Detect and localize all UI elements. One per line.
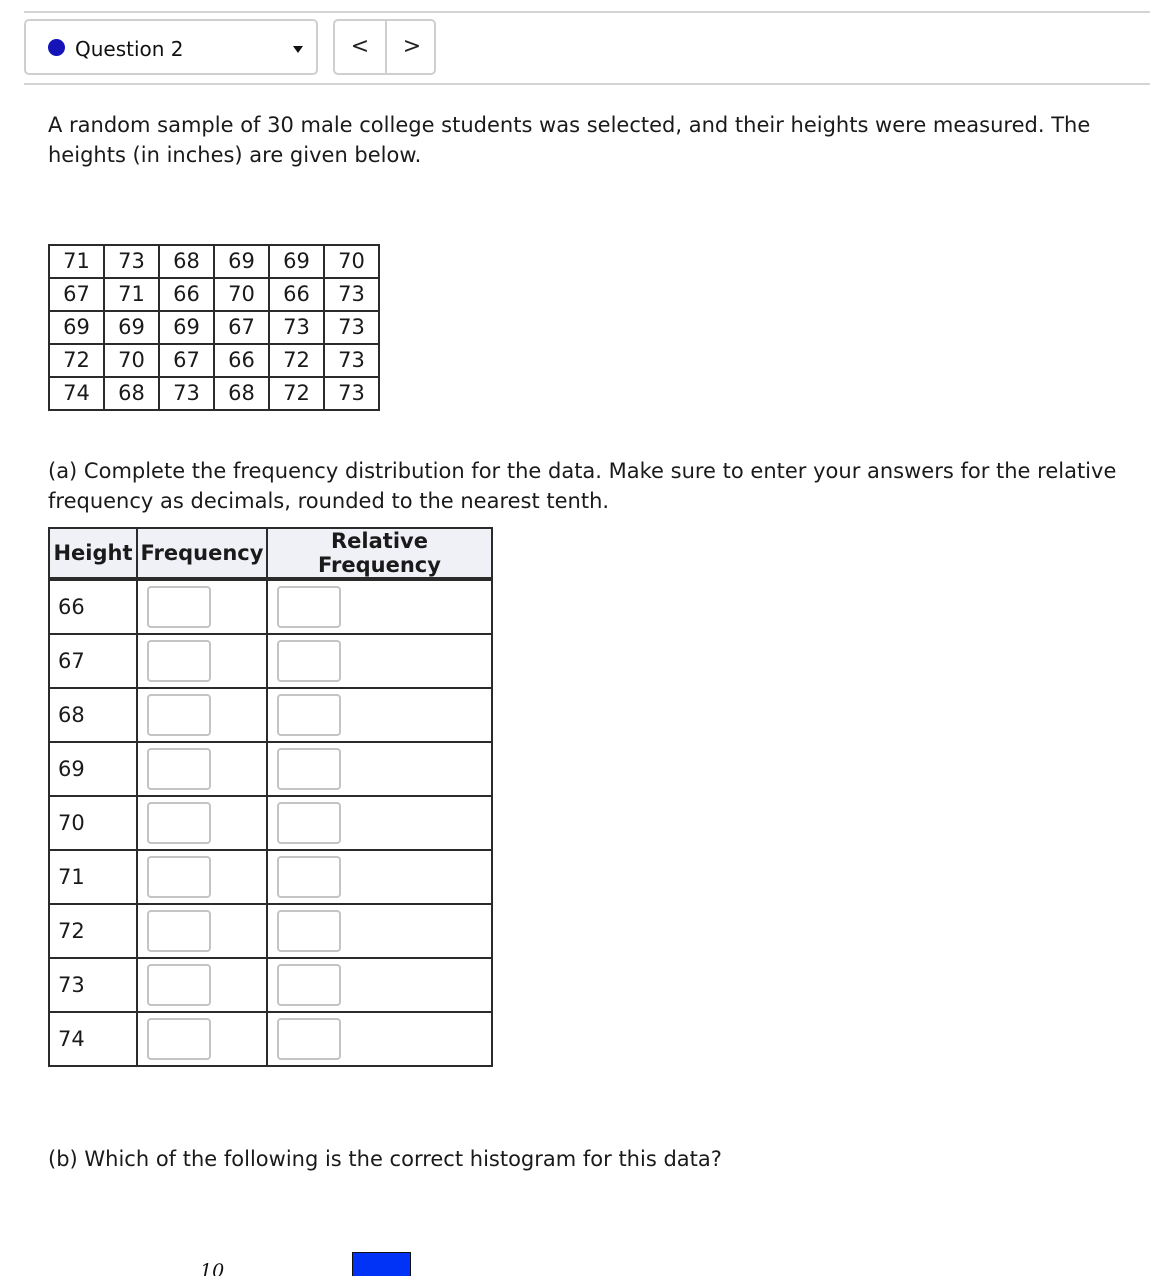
relative-frequency-column-header: Relative Frequency	[267, 528, 492, 579]
frequency-cell	[137, 850, 267, 904]
data-cell: 73	[104, 245, 159, 278]
data-cell: 73	[269, 311, 324, 344]
frequency-cell	[137, 742, 267, 796]
frequency-input[interactable]	[147, 802, 211, 844]
data-row	[49, 311, 379, 344]
relative-frequency-cell	[267, 958, 492, 1012]
relative-frequency-cell	[267, 904, 492, 958]
table-row	[49, 742, 492, 796]
data-cell: 73	[324, 311, 379, 344]
frequency-input[interactable]	[147, 640, 211, 682]
data-cell: 71	[104, 278, 159, 311]
relative-frequency-input[interactable]	[277, 1018, 341, 1060]
histogram-y-tick-label: 10	[200, 1260, 225, 1276]
question-navigation	[333, 19, 436, 75]
question-status-dot	[48, 39, 65, 56]
table-row	[49, 958, 492, 1012]
data-cell: 67	[214, 311, 269, 344]
data-cell: 73	[159, 377, 214, 410]
relative-frequency-input[interactable]	[277, 856, 341, 898]
part-b-prompt: (b) Which of the following is the correct histogram for this data?	[48, 1147, 722, 1171]
dropdown-caret-icon	[293, 46, 303, 53]
height-value: 74	[49, 1012, 137, 1066]
frequency-cell	[137, 1012, 267, 1066]
data-cell: 68	[104, 377, 159, 410]
header-divider	[24, 83, 1150, 85]
heights-data-table	[48, 244, 380, 411]
frequency-distribution-table	[48, 527, 493, 1067]
data-cell: 70	[104, 344, 159, 377]
part-a-prompt: (a) Complete the frequency distribution for the data. Make sure to enter your answers for the relative frequency as decimals, rounded to the nearest tenth.	[48, 459, 1117, 513]
height-value: 70	[49, 796, 137, 850]
data-cell: 73	[324, 278, 379, 311]
histogram-option-preview[interactable]	[0, 1230, 1150, 1276]
data-cell: 69	[49, 311, 104, 344]
frequency-cell	[137, 579, 267, 634]
frequency-input[interactable]	[147, 1018, 211, 1060]
data-cell: 73	[324, 377, 379, 410]
frequency-header-row	[49, 528, 492, 579]
data-cell: 72	[269, 344, 324, 377]
data-cell: 66	[214, 344, 269, 377]
data-cell: 68	[214, 377, 269, 410]
table-row	[49, 579, 492, 634]
frequency-column-header: Frequency	[137, 528, 267, 579]
height-value: 73	[49, 958, 137, 1012]
relative-frequency-input[interactable]	[277, 910, 341, 952]
data-row	[49, 344, 379, 377]
relative-frequency-cell	[267, 688, 492, 742]
data-cell: 67	[159, 344, 214, 377]
data-cell: 74	[49, 377, 104, 410]
table-row	[49, 850, 492, 904]
relative-frequency-cell	[267, 634, 492, 688]
data-cell: 70	[214, 278, 269, 311]
table-row	[49, 1012, 492, 1066]
relative-frequency-input[interactable]	[277, 586, 341, 628]
relative-frequency-input[interactable]	[277, 802, 341, 844]
relative-frequency-input[interactable]	[277, 694, 341, 736]
height-value: 72	[49, 904, 137, 958]
next-question-button[interactable]: >	[385, 21, 437, 73]
relative-frequency-cell	[267, 850, 492, 904]
data-cell: 66	[159, 278, 214, 311]
frequency-input[interactable]	[147, 856, 211, 898]
frequency-input[interactable]	[147, 964, 211, 1006]
table-row	[49, 634, 492, 688]
data-cell: 67	[49, 278, 104, 311]
data-cell: 69	[104, 311, 159, 344]
relative-frequency-input[interactable]	[277, 964, 341, 1006]
data-cell: 70	[324, 245, 379, 278]
data-cell: 71	[49, 245, 104, 278]
table-row	[49, 796, 492, 850]
data-row	[49, 245, 379, 278]
table-row	[49, 904, 492, 958]
data-row	[49, 278, 379, 311]
question-intro-text: A random sample of 30 male college students was selected, and their heights were measured. The heights (in inches) are given below.	[48, 113, 1091, 167]
data-cell: 69	[214, 245, 269, 278]
height-value: 66	[49, 579, 137, 634]
data-cell: 69	[269, 245, 324, 278]
relative-frequency-cell	[267, 796, 492, 850]
data-row	[49, 377, 379, 410]
frequency-cell	[137, 958, 267, 1012]
relative-frequency-cell	[267, 1012, 492, 1066]
frequency-cell	[137, 796, 267, 850]
height-value: 71	[49, 850, 137, 904]
relative-frequency-input[interactable]	[277, 748, 341, 790]
histogram-bar	[352, 1252, 411, 1276]
data-cell: 72	[49, 344, 104, 377]
relative-frequency-cell	[267, 579, 492, 634]
height-value: 68	[49, 688, 137, 742]
frequency-cell	[137, 904, 267, 958]
height-column-header: Height	[49, 528, 137, 579]
previous-question-button[interactable]: <	[350, 34, 370, 59]
height-value: 69	[49, 742, 137, 796]
frequency-cell	[137, 688, 267, 742]
frequency-input[interactable]	[147, 910, 211, 952]
data-cell: 73	[324, 344, 379, 377]
data-cell: 66	[269, 278, 324, 311]
relative-frequency-cell	[267, 742, 492, 796]
relative-frequency-input[interactable]	[277, 640, 341, 682]
frequency-input[interactable]	[147, 748, 211, 790]
data-cell: 69	[159, 311, 214, 344]
question-selector[interactable]	[24, 19, 318, 75]
frequency-input[interactable]	[147, 586, 211, 628]
table-row	[49, 688, 492, 742]
frequency-cell	[137, 634, 267, 688]
top-divider	[24, 11, 1150, 13]
height-value: 67	[49, 634, 137, 688]
data-cell: 72	[269, 377, 324, 410]
question-label: Question 2	[75, 37, 184, 61]
data-cell: 68	[159, 245, 214, 278]
frequency-input[interactable]	[147, 694, 211, 736]
